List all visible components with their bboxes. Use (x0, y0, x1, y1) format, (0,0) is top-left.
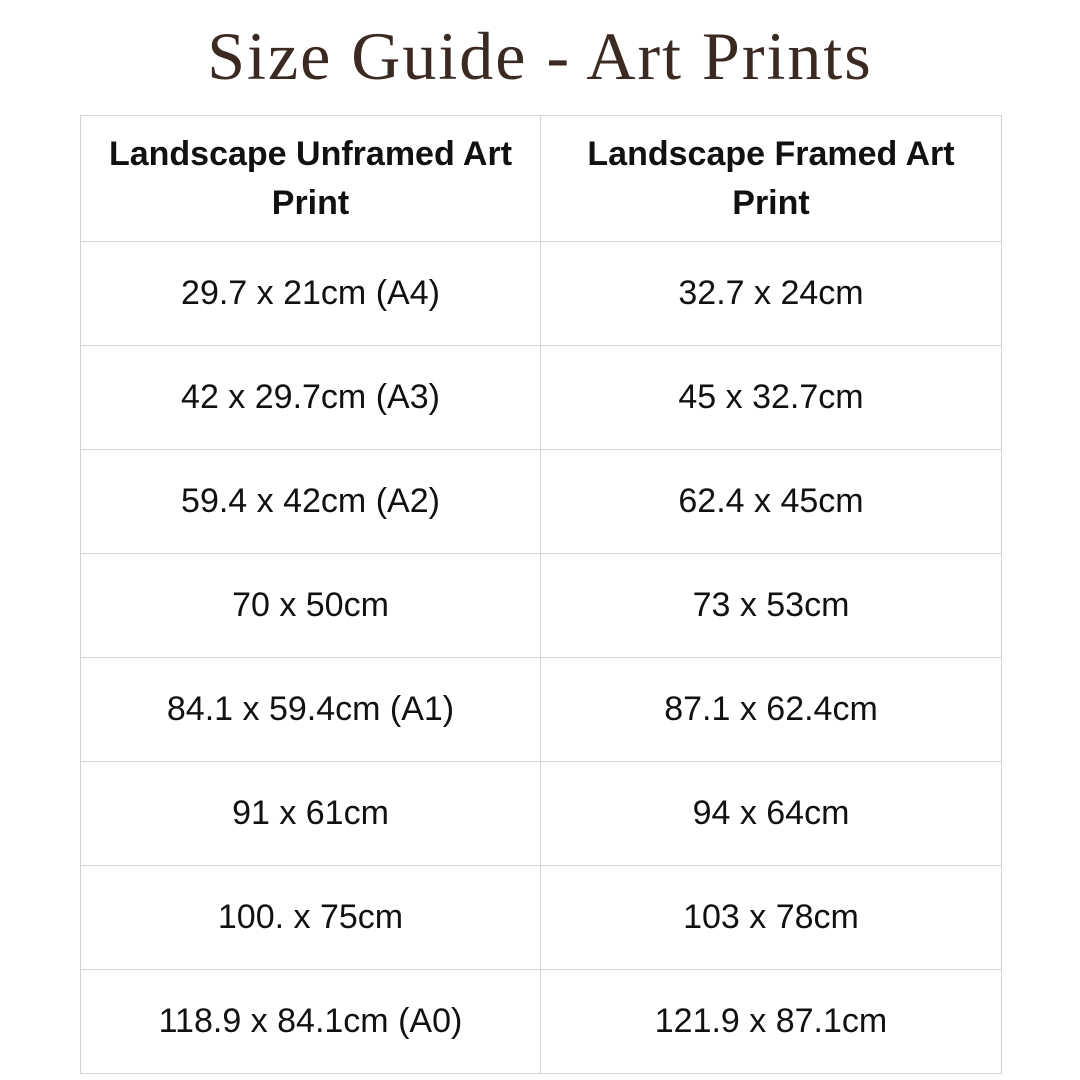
unframed-size-cell: 29.7 x 21cm (A4) (81, 242, 541, 346)
framed-size-cell: 121.9 x 87.1cm (541, 970, 1002, 1074)
table-row (81, 554, 1002, 658)
unframed-size-cell: 59.4 x 42cm (A2) (81, 450, 541, 554)
header-unframed: Landscape Unframed Art Print (81, 116, 541, 242)
table-row (81, 866, 1002, 970)
framed-size-cell: 45 x 32.7cm (541, 346, 1002, 450)
header-framed: Landscape Framed Art Print (541, 116, 1002, 242)
size-guide-table (80, 115, 1002, 1074)
table-row (81, 450, 1002, 554)
table-header-row (81, 116, 1002, 242)
table-row (81, 346, 1002, 450)
table-row (81, 658, 1002, 762)
table-row (81, 970, 1002, 1074)
framed-size-cell: 62.4 x 45cm (541, 450, 1002, 554)
page-title: Size Guide - Art Prints (207, 18, 873, 94)
unframed-size-cell: 42 x 29.7cm (A3) (81, 346, 541, 450)
table-row (81, 242, 1002, 346)
framed-size-cell: 32.7 x 24cm (541, 242, 1002, 346)
unframed-size-cell: 70 x 50cm (81, 554, 541, 658)
table-row (81, 762, 1002, 866)
framed-size-cell: 73 x 53cm (541, 554, 1002, 658)
unframed-size-cell: 84.1 x 59.4cm (A1) (81, 658, 541, 762)
unframed-size-cell: 118.9 x 84.1cm (A0) (81, 970, 541, 1074)
framed-size-cell: 94 x 64cm (541, 762, 1002, 866)
framed-size-cell: 103 x 78cm (541, 866, 1002, 970)
framed-size-cell: 87.1 x 62.4cm (541, 658, 1002, 762)
unframed-size-cell: 91 x 61cm (81, 762, 541, 866)
unframed-size-cell: 100. x 75cm (81, 866, 541, 970)
